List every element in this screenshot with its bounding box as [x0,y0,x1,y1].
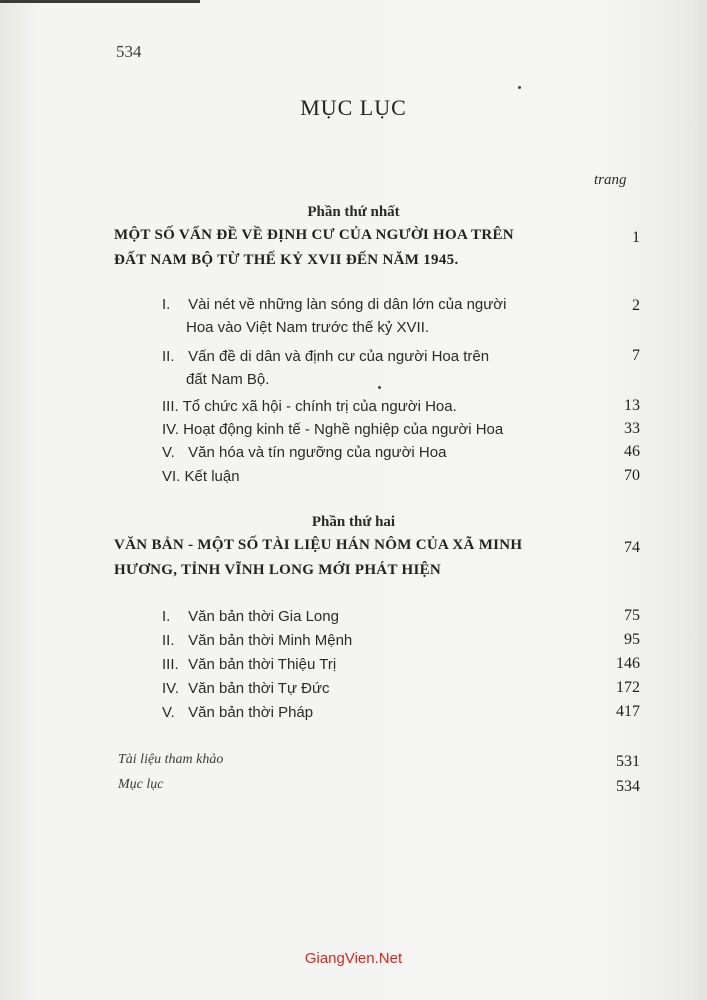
toc-item-text: Văn bản thời Thiệu Trị [188,656,337,673]
part1-label: Phần thứ nhất [307,204,400,220]
toc-item-text: Văn bản thời Tự Đức [188,680,330,697]
toc-item-text: đất Nam Bộ. [186,371,270,388]
toc-item [162,653,336,676]
toc-ref-page: 534 [616,778,640,795]
toc-item [162,441,446,464]
toc-item-text: Hoa vào Việt Nam trước thế kỷ XVII. [186,319,430,336]
toc-item-page: 70 [624,467,640,484]
toc-item-number: II. [162,348,175,365]
toc-item-number: I. [162,608,171,625]
part1-heading-line: ĐẤT NAM BỘ TỪ THẾ KỶ XVII ĐẾN NĂM 1945. [114,252,459,268]
toc-ref-page: 531 [616,753,640,770]
toc-item-text: Văn bản thời Minh Mệnh [188,632,353,649]
toc-item-page: 2 [632,297,640,314]
page-column-label: trang [594,172,627,188]
toc-item [162,395,457,418]
toc-item-text: Văn bản thời Pháp [188,704,314,721]
toc-item-text: Vài nét về những làn sóng di dân lớn của người [188,296,507,313]
part2-page: 74 [624,539,640,556]
scan-edge [0,0,200,3]
toc-item-page: 95 [624,631,640,648]
toc-item-number: I. [162,296,171,313]
part1-heading [114,223,514,273]
toc-item-text: Hoạt động kinh tế - Nghề nghiệp của người Hoa [183,421,504,438]
toc-item [162,605,339,628]
toc-item-number: IV. [162,421,179,438]
toc-item-page: 46 [624,443,640,460]
toc-item-number: II. [162,632,175,649]
toc-item-page: 33 [624,420,640,437]
toc-item-text: Văn hóa và tín ngưỡng của người Hoa [188,444,447,461]
toc-item [162,418,503,441]
part1-page: 1 [632,229,640,246]
part2-heading-line: HƯƠNG, TỈNH VĨNH LONG MỚI PHÁT HIỆN [114,562,442,578]
toc-item-number: IV. [162,680,179,697]
toc-item-number: V. [162,704,175,721]
toc-item-page: 13 [624,397,640,414]
toc-item-text: Tổ chức xã hội - chính trị của người Hoa. [182,398,457,415]
toc-item-page: 417 [616,703,640,720]
toc-item [162,629,352,652]
part1-heading-line: MỘT SỐ VẤN ĐỀ VỀ ĐỊNH CƯ CỦA NGƯỜI HOA TRÊN [114,227,514,243]
toc-item-page: 75 [624,607,640,624]
toc-item [162,293,506,339]
toc-item [162,677,330,700]
toc-item-page: 172 [616,679,640,696]
toc-item-text: Vấn đề di dân và định cư của người Hoa trên [188,348,490,365]
watermark-text: GiangVien.Net [304,950,403,967]
part2-label: Phần thứ hai [311,514,396,530]
page-title: MỤC LỤC [300,95,407,120]
part2-heading [114,533,522,583]
toc-item-text: Văn bản thời Gia Long [188,608,339,625]
scan-speck [518,86,521,89]
toc-item-number: III. [162,398,179,415]
toc-item-text: Kết luận [184,468,240,485]
page-number: 534 [116,42,142,61]
toc-item-page: 7 [632,347,640,364]
toc-item-number: VI. [162,468,181,485]
toc-item-number: III. [162,656,179,673]
part2-heading-line: VĂN BẢN - MỘT SỐ TÀI LIỆU HÁN NÔM CỦA XÃ MINH [114,537,523,553]
toc-item [162,345,489,391]
toc-item [162,465,240,488]
toc-ref-label: Tài liệu tham khảo [118,752,224,767]
toc-item-page: 146 [616,655,640,672]
toc-item [162,701,313,724]
toc-ref-label: Mục lục [118,777,164,792]
toc-item-number: V. [162,444,175,461]
